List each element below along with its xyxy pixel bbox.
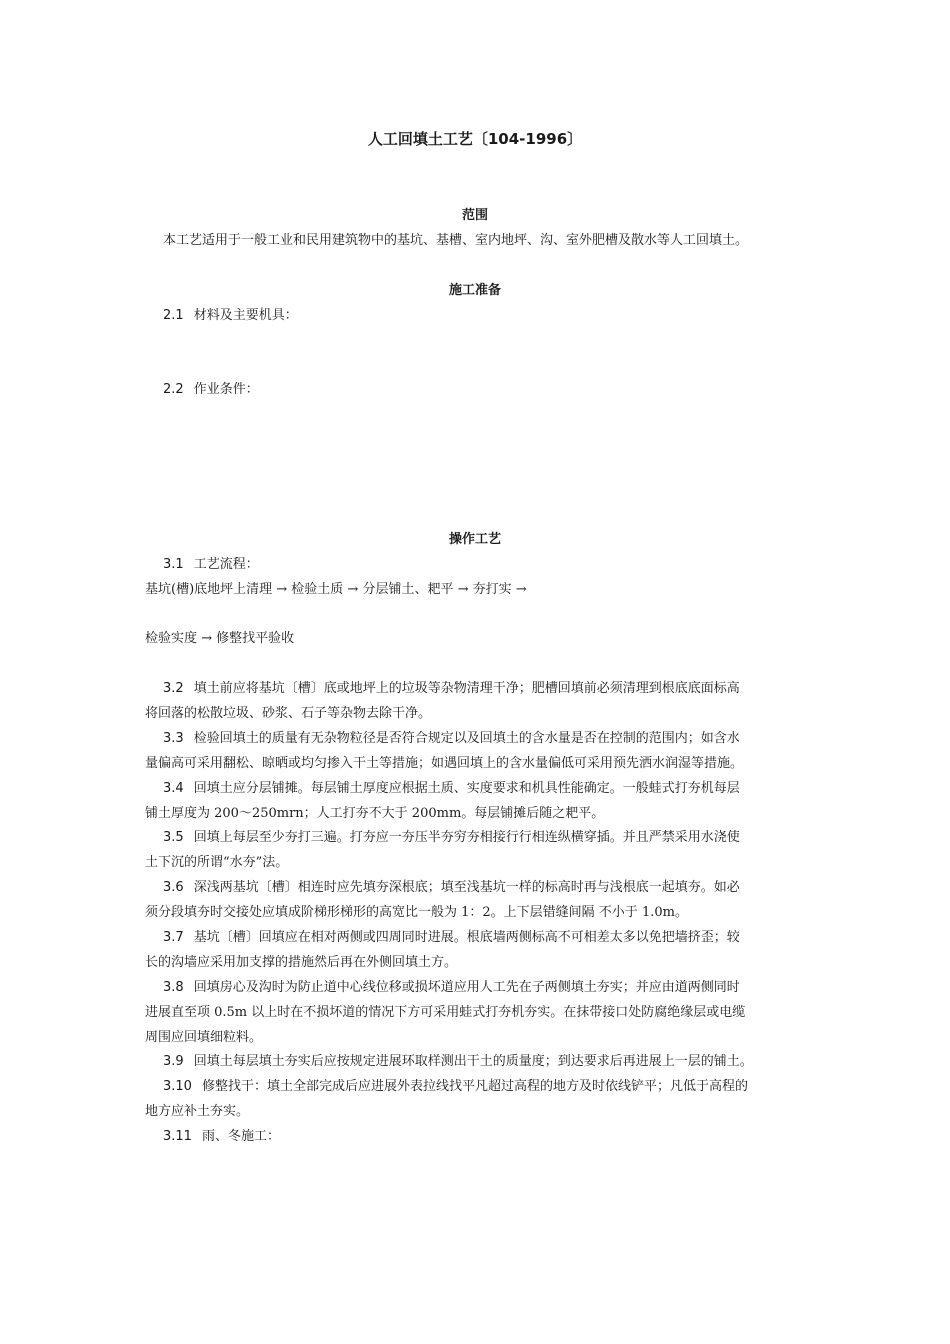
item-text: 修整找干：填土全部完成后应进展外表拉线找平凡超过高程的地方及时依线铲平；凡低于高程的	[201, 1079, 748, 1094]
item-number: 3.10	[163, 1079, 192, 1094]
item-number: 2.2	[163, 382, 184, 397]
flow-line-1: 基坑(槽)底地坪上清理 → 检验土质 → 分层铺土、耙平 → 夯打实 →	[145, 582, 527, 597]
item-3-4	[163, 777, 740, 796]
item-number: 3.5	[163, 830, 184, 845]
item-3-2-continued: 将回落的松散垃圾、砂浆、石子等杂物去除干净。	[145, 706, 432, 721]
item-number: 3.9	[163, 1054, 184, 1069]
item-3-6-continued: 须分段填夯时交接处应填成阶梯形梯形的高宽比一般为 1：2。上下层错缝间隔 不小于 1.0m。	[145, 905, 688, 920]
item-3-6	[163, 876, 740, 895]
item-3-7-continued: 长的沟墙应采用加支撑的措施然后再在外侧回填土方。	[145, 955, 458, 970]
item-3-5-continued: 土下沉的所谓“水夯”法。	[145, 855, 289, 870]
item-text: 作业条件：	[193, 382, 259, 397]
item-3-3	[163, 727, 740, 746]
item-text: 工艺流程：	[193, 557, 259, 572]
item-3-10-continued: 地方应补土夯实。	[145, 1104, 250, 1119]
item-number: 3.3	[163, 731, 184, 746]
item-3-8-continued-2: 周围应回填细粒料。	[145, 1030, 263, 1045]
item-text: 回填房心及沟时为防止道中心线位移或损坏道应用人工先在子两侧填土夯实；并应由道两侧同时	[193, 980, 740, 995]
item-text: 回填上每层至少夯打三遍。打夯应一夯压半夯穷夯相接行行相连纵横穿插。并且严禁采用水浇使	[193, 830, 740, 845]
scope-text: 本工艺适用于一般工业和民用建筑物中的基坑、基槽、室内地坪、沟、室外肥槽及散水等人工回填土。	[163, 233, 749, 248]
item-number: 3.1	[163, 557, 184, 572]
item-3-3-continued: 量偏高可采用翻松、晾晒或均匀掺入干土等措施；如遇回填上的含水量偏低可采用预先洒水润湿等措施。	[145, 756, 744, 771]
flow-line-2: 检验实度 → 修整找平验收	[145, 631, 295, 646]
item-3-1	[163, 553, 259, 572]
item-2-2	[163, 378, 259, 397]
item-number: 3.6	[163, 880, 184, 895]
item-text: 雨、冬施工：	[201, 1129, 280, 1144]
item-text: 材料及主要机具：	[193, 308, 298, 323]
item-3-8-continued: 进展直至项 0.5m 以上时在不损坏道的情况下方可采用蛙式打夯机夯实。在抹带接口处防腐绝缘层或电缆	[145, 1005, 746, 1020]
item-number: 3.2	[163, 681, 184, 696]
document-title: 人工回填土工艺〔104-1996〕	[367, 130, 583, 148]
item-3-8	[163, 976, 740, 995]
item-text: 深浅两基坑〔槽〕相连时应先填夯深根底；填至浅基坑一样的标高时再与浅根底一起填夯。如必	[193, 880, 740, 895]
item-3-7	[163, 926, 740, 945]
item-number: 3.8	[163, 980, 184, 995]
item-text: 检验回填土的质量有无杂物粒径是否符合规定以及回填土的含水量是否在控制的范围内；如含水	[193, 731, 740, 746]
item-text: 回填土应分层铺摊。每层铺土厚度应根据土质、实度要求和机具性能确定。一般蛙式打夯机每层	[193, 781, 740, 796]
section-heading-process: 操作工艺	[448, 532, 501, 547]
item-number: 3.4	[163, 781, 184, 796]
item-3-10	[163, 1075, 748, 1094]
item-text: 基坑〔槽〕回填应在相对两侧或四周同时进展。根底墙两侧标高不可相差太多以免把墙挤歪；较	[193, 930, 740, 945]
item-3-2	[163, 677, 740, 696]
item-3-5	[163, 826, 740, 845]
item-number: 2.1	[163, 308, 184, 323]
item-number: 3.11	[163, 1129, 192, 1144]
section-heading-prep: 施工准备	[448, 283, 501, 298]
item-text: 回填土每层填土夯实后应按规定进展环取样测出干土的质量度；到达要求后再进展上一层的铺土。	[193, 1054, 753, 1069]
item-number: 3.7	[163, 930, 184, 945]
item-text: 填土前应将基坑〔槽〕底或地坪上的垃圾等杂物清理干净；肥槽回填前必须清理到根底底面标高	[193, 681, 740, 696]
item-2-1	[163, 304, 298, 323]
item-3-9	[163, 1050, 753, 1069]
item-3-4-continued: 铺土厚度为 200～250mrn；人工打夯不大于 200mm。每层铺摊后随之耙平。	[145, 806, 605, 821]
item-3-11	[163, 1125, 280, 1144]
section-heading-scope: 范围	[461, 208, 488, 223]
